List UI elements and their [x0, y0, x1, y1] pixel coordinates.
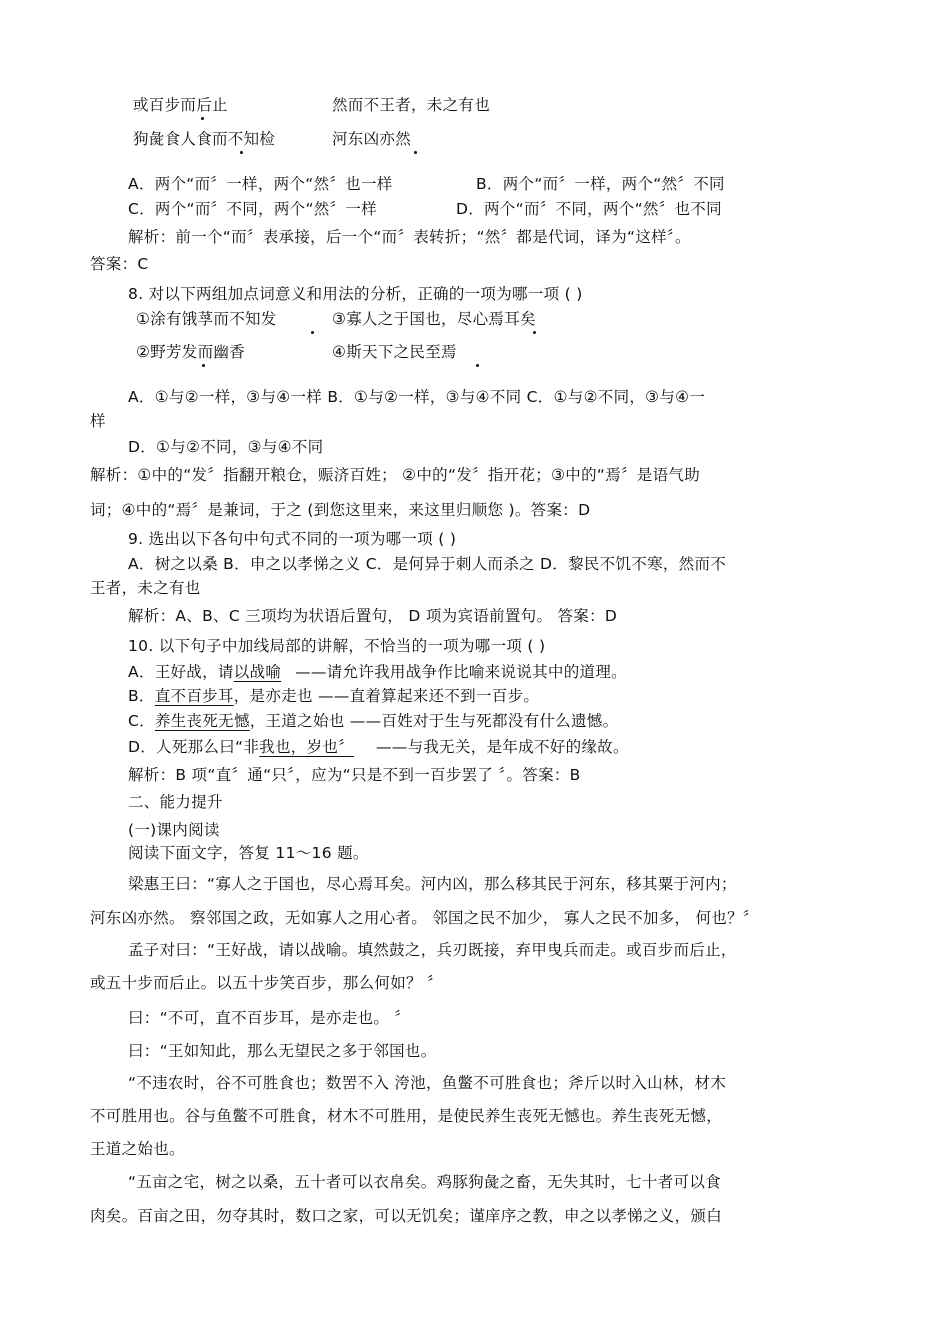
reading-instruction: 阅读下面文字，答复 11～16 题。 [128, 844, 369, 862]
explanation: 解析：A、B、C 三项均为状语后置句， D 项为宾语前置句。 答案：D [128, 607, 618, 625]
underlined-phrase: 我也，岁也〞 [259, 738, 354, 756]
example-line-2a: 狗彘食人食而不知检 [133, 130, 276, 148]
passage-line: 曰：“王如知此，那么无望民之多于邻国也。 [128, 1042, 437, 1060]
passage-line: 肉矣。百亩之田，勿夺其时，数口之家，可以无饥矣；谨庠序之教，申之以孝悌之义，颁白 [90, 1207, 723, 1225]
passage-line: “不违农时，谷不可胜食也；数罟不入 洿池，鱼鳖不可胜食也；斧斤以时入山林，材木 [128, 1074, 727, 1092]
underlined-phrase: 直不百步耳 [154, 687, 234, 705]
example-line-2b: 河东凶亦然 [332, 130, 412, 148]
q8-item-4: ④斯天下之民至焉 [332, 343, 457, 361]
explanation: 解析：B 项“直〞通“只〞，应为“只是不到一百步罢了 〞。答案：B [128, 766, 581, 784]
question-8: 8. 对以下两组加点词意义和用法的分析，正确的一项为哪一项 ( ) [128, 285, 583, 303]
passage-line: 不可胜用也。谷与鱼鳖不可胜食，材木不可胜用，是使民养生丧死无憾也。养生丧死无憾， [90, 1107, 723, 1125]
q9-options-wrap: 王者，未之有也 [90, 579, 201, 597]
q8-item-2: ②野芳发而幽香 [136, 343, 245, 361]
q10-option-c: C．养生丧死无憾，王道之始也 ——百姓对于生与死都没有什么遗憾。 [128, 712, 619, 730]
question-9: 9. 选出以下各句中句式不同的一项为哪一项 ( ) [128, 530, 457, 548]
q8-option-d: D．①与②不同，③与④不同 [128, 438, 324, 456]
q8-options-wrap: 样 [90, 412, 106, 430]
emphasis-dot [477, 350, 478, 360]
example-line-1b: 然而不王者，未之有也 [332, 96, 491, 114]
option-line: C．两个“而〞不同，两个“然〞一样 [128, 200, 377, 218]
emphasis-dot [241, 137, 242, 147]
passage-line: 河东凶亦然。 察邻国之政，无如寡人之用心者。 邻国之民不加少， 寡人之民不加多， 何也？〞 [90, 909, 759, 927]
passage-line: “五亩之宅，树之以桑，五十者可以衣帛矣。鸡豚狗彘之畜，无失其时，七十者可以食 [128, 1173, 721, 1191]
subsection-heading: (一)课内阅读 [128, 821, 220, 839]
emphasis-dot [415, 137, 416, 147]
question-10: 10. 以下句子中加线局部的讲解，不恰当的一项为哪一项 ( ) [128, 637, 546, 655]
option-line: A．两个“而〞一样，两个“然〞也一样 [128, 175, 393, 193]
emphasis-dot [202, 103, 203, 113]
example-line-1a: 或百步而后止 [133, 96, 228, 114]
emphasis-dot [312, 317, 313, 327]
q9-options: A．树之以桑 B．申之以孝悌之义 C．是何异于刺人而杀之 D．黎民不饥不寒，然而不 [128, 555, 727, 573]
answer: 答案：C [90, 255, 149, 273]
underlined-phrase: 以战喻 [233, 663, 282, 681]
q10-option-d: D．人死那么曰“非我也，岁也〞 ——与我无关，是年成不好的缘故。 [128, 738, 629, 756]
q8-options: A．①与②一样，③与④一样 B．①与②一样，③与④不同 C．①与②不同，③与④一 [128, 388, 706, 406]
option-line: D．两个“而〞不同，两个“然〞也不同 [456, 200, 722, 218]
passage-line: 或五十步而后止。以五十步笑百步，那么何如？ 〞 [90, 974, 443, 992]
q8-item-1: ①涂有饿莩而不知发 [136, 310, 277, 328]
q8-item-3: ③寡人之于国也，尽心焉耳矣 [332, 310, 536, 328]
option-line: B．两个“而〞一样，两个“然〞不同 [476, 175, 725, 193]
explanation: 解析：①中的“发〞指翻开粮仓，赈济百姓； ②中的“发〞指开花；③中的“焉〞是语气助 [90, 466, 701, 484]
passage-line: 曰：“不可，直不百步耳，是亦走也。 〞 [128, 1009, 411, 1027]
explanation: 解析：前一个“而〞表承接，后一个“而〞表转折；“然〞都是代词，译为“这样〞。 [128, 228, 691, 246]
passage-line: 王道之始也。 [90, 1140, 185, 1158]
q10-option-a: A．王好战，请以战喻 ——请允许我用战争作比喻来说说其中的道理。 [128, 663, 627, 681]
section-heading: 二、能力提升 [128, 793, 223, 811]
q10-option-b: B．直不百步耳，是亦走也 ——直着算起来还不到一百步。 [128, 687, 540, 705]
explanation-wrap: 词；④中的“焉〞是兼词，于之 (到您这里来，来这里归顺您 )。答案：D [90, 501, 591, 519]
passage-line: 梁惠王曰：“寡人之于国也，尽心焉耳矣。河内凶，那么移其民于河东，移其粟于河内； [128, 875, 737, 893]
underlined-phrase: 养生丧死无憾 [154, 712, 250, 730]
emphasis-dot [534, 317, 535, 327]
emphasis-dot [203, 350, 204, 360]
passage-line: 孟子对曰：“王好战，请以战喻。填然鼓之，兵刃既接，弃甲曳兵而走。或百步而后止， [128, 941, 737, 959]
